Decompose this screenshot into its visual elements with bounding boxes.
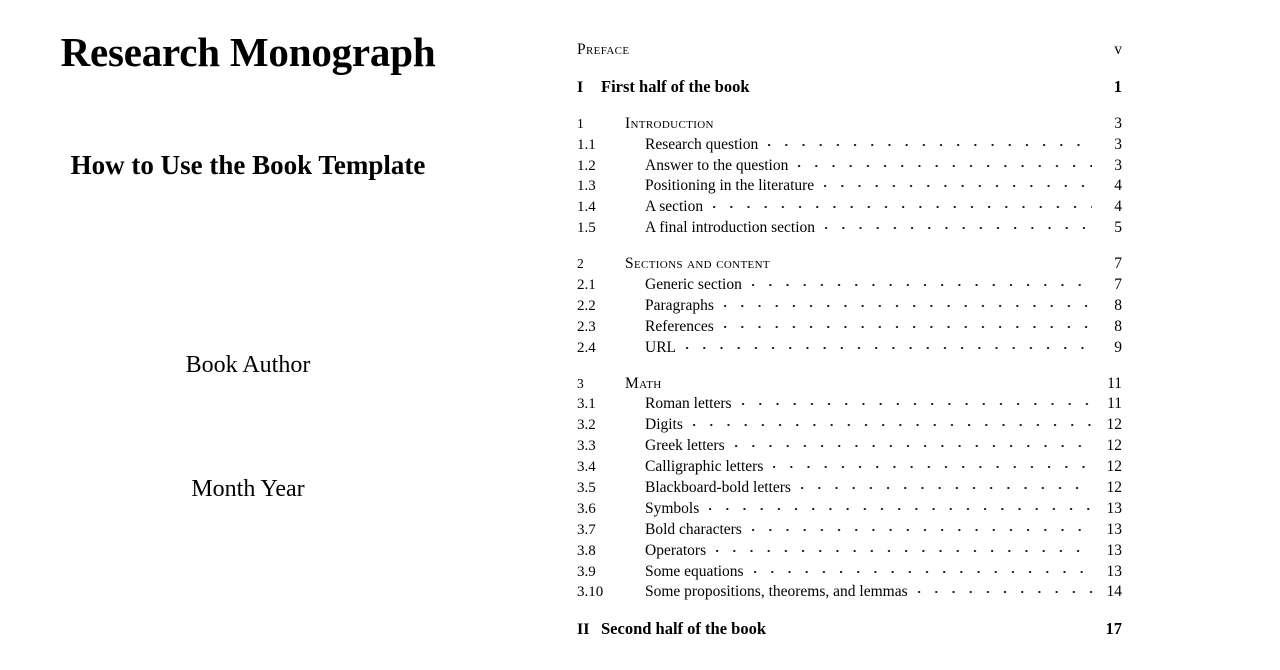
toc-leader-dots bbox=[639, 38, 1092, 54]
toc-leader-dots bbox=[754, 560, 1092, 576]
leader-dot-row bbox=[735, 445, 1092, 447]
toc-entry-page-number: 8 bbox=[1114, 296, 1122, 314]
toc-entry-section[interactable] bbox=[577, 315, 1122, 336]
toc-spacer bbox=[577, 237, 1122, 252]
toc-entry-number: 2.1 bbox=[577, 277, 596, 294]
toc-entry-number: 1.5 bbox=[577, 220, 596, 237]
toc-entry-label[interactable]: Answer to the question bbox=[645, 156, 789, 174]
toc-entry-section[interactable] bbox=[577, 392, 1122, 413]
toc-entry-number: 3.7 bbox=[577, 521, 596, 538]
toc-leader-dots bbox=[776, 618, 1092, 634]
toc-entry-label[interactable]: First half of the book bbox=[601, 76, 750, 96]
toc-entry-number: 2.3 bbox=[577, 318, 596, 335]
toc-leader-dots bbox=[724, 294, 1092, 310]
toc-entry-page-number: v bbox=[1114, 41, 1122, 58]
toc-entry-number: 3.8 bbox=[577, 542, 596, 559]
leader-dot-row bbox=[724, 305, 1092, 307]
toc-entry-number: 3.3 bbox=[577, 438, 596, 455]
toc-leader-dots bbox=[713, 195, 1092, 211]
leader-dot-row bbox=[709, 508, 1092, 510]
toc-entry-chapter[interactable] bbox=[577, 252, 1122, 273]
toc-entry-label[interactable]: Research question bbox=[645, 135, 759, 153]
toc-entry-page-number: 5 bbox=[1114, 219, 1122, 237]
toc-entry-label[interactable]: Blackboard-bold letters bbox=[645, 479, 791, 497]
table-of-contents-page bbox=[570, 0, 1280, 670]
toc-entry-label[interactable]: Some equations bbox=[645, 562, 744, 580]
book-title: Research Monograph bbox=[60, 29, 436, 75]
toc-entry-label[interactable]: Math bbox=[625, 374, 662, 392]
toc-entry-number: 3.6 bbox=[577, 500, 596, 517]
toc-entry-section[interactable] bbox=[577, 216, 1122, 237]
toc-entry-section[interactable] bbox=[577, 518, 1122, 539]
toc-entry-number: 3.2 bbox=[577, 417, 596, 434]
toc-entry-page-number: 4 bbox=[1114, 198, 1122, 216]
toc-entry-page-number: 7 bbox=[1114, 255, 1122, 273]
toc-entry-label[interactable]: Introduction bbox=[625, 114, 714, 132]
toc-entry-page-number: 14 bbox=[1106, 583, 1122, 601]
toc-entry-part[interactable] bbox=[577, 76, 1122, 97]
table-of-contents-list bbox=[577, 38, 1122, 639]
toc-entry-number: 2 bbox=[577, 256, 584, 272]
toc-entry-page-number: 9 bbox=[1114, 338, 1122, 356]
toc-entry-section[interactable] bbox=[577, 434, 1122, 455]
leader-dot-row bbox=[918, 591, 1092, 593]
toc-entry-page-number: 1 bbox=[1113, 76, 1122, 96]
toc-entry-label[interactable]: Digits bbox=[645, 416, 683, 434]
leader-dot-row bbox=[742, 403, 1092, 405]
toc-entry-label[interactable]: Sections and content bbox=[625, 255, 770, 273]
toc-entry-section[interactable] bbox=[577, 336, 1122, 357]
toc-entry-section[interactable] bbox=[577, 174, 1122, 195]
toc-leader-dots bbox=[735, 434, 1092, 450]
toc-entry-label[interactable]: Symbols bbox=[645, 499, 700, 517]
title-page bbox=[0, 0, 570, 670]
leader-dot-row bbox=[825, 227, 1092, 229]
toc-entry-page-number: 12 bbox=[1106, 479, 1122, 497]
toc-entry-section[interactable] bbox=[577, 413, 1122, 434]
toc-entry-number: 1.2 bbox=[577, 157, 596, 174]
toc-leader-dots bbox=[716, 539, 1092, 555]
toc-entry-label[interactable]: A section bbox=[645, 198, 704, 216]
leader-dot-row bbox=[752, 529, 1092, 531]
toc-entry-label[interactable]: Paragraphs bbox=[645, 296, 714, 314]
toc-leader-dots bbox=[686, 336, 1092, 352]
toc-entry-page-number: 13 bbox=[1106, 520, 1122, 538]
leader-dot-row bbox=[801, 487, 1092, 489]
toc-leader-dots bbox=[709, 497, 1092, 513]
leader-dot-row bbox=[713, 206, 1092, 208]
toc-entry-number: I bbox=[577, 78, 584, 96]
toc-leader-dots bbox=[742, 392, 1092, 408]
toc-entry-section[interactable] bbox=[577, 133, 1122, 154]
toc-entry-label[interactable]: A final introduction section bbox=[645, 219, 816, 237]
toc-entry-label[interactable]: Second half of the book bbox=[601, 619, 767, 639]
toc-entry-number: 2.2 bbox=[577, 297, 596, 314]
toc-entry-number: 2.4 bbox=[577, 339, 596, 356]
leader-dot-row bbox=[754, 571, 1092, 573]
toc-leader-dots bbox=[672, 372, 1092, 388]
toc-entry-section[interactable] bbox=[577, 560, 1122, 581]
toc-entry-page-number: 13 bbox=[1106, 499, 1122, 517]
toc-entry-number: 3.9 bbox=[577, 563, 596, 580]
toc-spacer bbox=[577, 59, 1122, 76]
toc-entry-front[interactable] bbox=[577, 38, 1122, 59]
toc-leader-dots bbox=[824, 174, 1092, 190]
toc-leader-dots bbox=[825, 216, 1092, 232]
toc-spacer bbox=[577, 97, 1122, 112]
toc-entry-page-number: 4 bbox=[1114, 177, 1122, 195]
leader-dot-row bbox=[768, 144, 1092, 146]
toc-entry-section[interactable] bbox=[577, 497, 1122, 518]
toc-entry-chapter[interactable] bbox=[577, 112, 1122, 133]
toc-entry-section[interactable] bbox=[577, 455, 1122, 476]
toc-entry-number: 3.10 bbox=[577, 584, 604, 601]
toc-spacer bbox=[577, 357, 1122, 372]
toc-entry-page-number: 3 bbox=[1114, 156, 1122, 174]
toc-leader-dots bbox=[773, 455, 1092, 471]
toc-entry-label[interactable]: Greek letters bbox=[645, 437, 725, 455]
toc-entry-page-number: 17 bbox=[1105, 619, 1122, 639]
leader-dot-row bbox=[773, 466, 1092, 468]
toc-entry-number: 1.3 bbox=[577, 178, 596, 195]
toc-entry-label[interactable]: Positioning in the literature bbox=[645, 177, 815, 195]
leader-dot-row bbox=[752, 284, 1092, 286]
toc-entry-number: II bbox=[577, 621, 590, 639]
toc-entry-number: 1.1 bbox=[577, 136, 596, 153]
toc-entry-section[interactable] bbox=[577, 294, 1122, 315]
leader-dot-row bbox=[686, 347, 1092, 349]
leader-dot-row bbox=[724, 326, 1092, 328]
toc-entry-section[interactable] bbox=[577, 273, 1122, 294]
toc-entry-section[interactable] bbox=[577, 154, 1122, 175]
toc-entry-label[interactable]: URL bbox=[645, 338, 676, 356]
toc-entry-number: 3.4 bbox=[577, 459, 596, 476]
toc-entry-number: 1 bbox=[577, 115, 584, 131]
leader-dot-row bbox=[693, 424, 1092, 426]
toc-entry-number: 3.1 bbox=[577, 396, 596, 413]
toc-leader-dots bbox=[693, 413, 1092, 429]
book-subtitle: How to Use the Book Template bbox=[70, 150, 426, 180]
toc-leader-dots bbox=[752, 518, 1092, 534]
toc-entry-page-number: 13 bbox=[1106, 541, 1122, 559]
toc-entry-page-number: 11 bbox=[1107, 395, 1122, 413]
toc-entry-label[interactable]: Preface bbox=[577, 41, 630, 58]
toc-entry-page-number: 13 bbox=[1106, 562, 1122, 580]
toc-leader-dots bbox=[918, 580, 1092, 596]
toc-entry-chapter[interactable] bbox=[577, 372, 1122, 393]
toc-spacer bbox=[577, 601, 1122, 618]
toc-leader-dots bbox=[801, 476, 1092, 492]
toc-entry-section[interactable] bbox=[577, 539, 1122, 560]
toc-entry-number: 3.5 bbox=[577, 480, 596, 497]
toc-entry-page-number: 11 bbox=[1107, 374, 1122, 392]
toc-entry-label[interactable]: Some propositions, theorems, and lemmas bbox=[645, 583, 908, 601]
book-date: Month Year bbox=[191, 476, 305, 502]
toc-entry-section[interactable] bbox=[577, 195, 1122, 216]
toc-leader-dots bbox=[724, 315, 1092, 331]
toc-entry-page-number: 8 bbox=[1114, 317, 1122, 335]
toc-entry-label[interactable]: Operators bbox=[645, 541, 707, 559]
leader-dot-row bbox=[824, 185, 1092, 187]
toc-leader-dots bbox=[760, 76, 1093, 92]
toc-entry-section[interactable] bbox=[577, 476, 1122, 497]
toc-entry-label[interactable]: Calligraphic letters bbox=[645, 458, 764, 476]
toc-entry-label[interactable]: Bold characters bbox=[645, 520, 742, 538]
toc-leader-dots bbox=[780, 252, 1092, 268]
toc-entry-label[interactable]: Generic section bbox=[645, 276, 742, 294]
toc-entry-number: 3 bbox=[577, 375, 584, 391]
toc-entry-number: 1.4 bbox=[577, 199, 596, 216]
toc-entry-page-number: 7 bbox=[1114, 276, 1122, 294]
toc-leader-dots bbox=[724, 112, 1092, 128]
toc-entry-label[interactable]: Roman letters bbox=[645, 395, 732, 413]
toc-entry-page-number: 12 bbox=[1106, 416, 1122, 434]
toc-entry-page-number: 12 bbox=[1106, 458, 1122, 476]
toc-leader-dots bbox=[798, 154, 1092, 170]
toc-entry-part[interactable] bbox=[577, 618, 1122, 639]
toc-entry-section[interactable] bbox=[577, 580, 1122, 601]
leader-dot-row bbox=[798, 165, 1092, 167]
book-author: Book Author bbox=[185, 352, 311, 378]
toc-entry-page-number: 12 bbox=[1106, 437, 1122, 455]
toc-entry-page-number: 3 bbox=[1114, 114, 1122, 132]
leader-dot-row bbox=[716, 550, 1092, 552]
toc-leader-dots bbox=[768, 133, 1092, 149]
toc-entry-label[interactable]: References bbox=[645, 317, 714, 335]
toc-leader-dots bbox=[752, 273, 1092, 289]
toc-entry-page-number: 3 bbox=[1114, 135, 1122, 153]
